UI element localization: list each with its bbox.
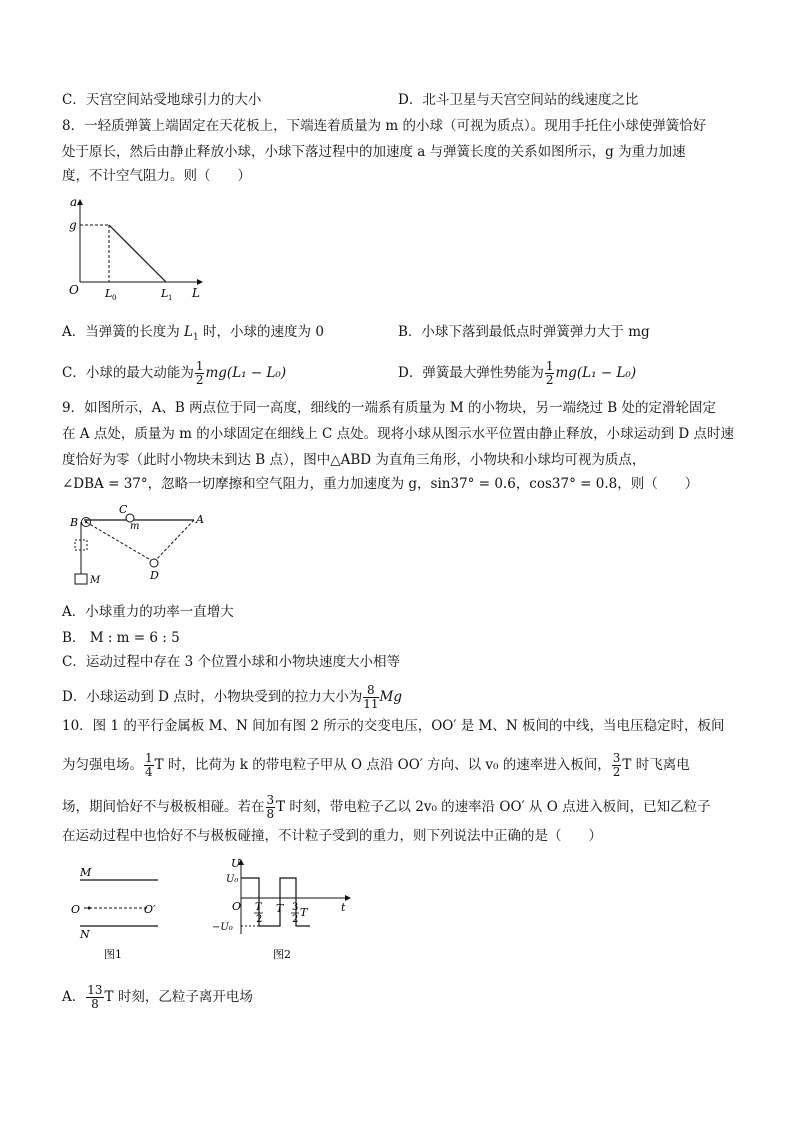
q8-option-a: A．当弹簧的长度为 $L_1$ 时，小球的速度为 0 [62, 324, 324, 343]
fig1-label-o: O [71, 903, 81, 916]
fig1-label-m: M [80, 866, 92, 879]
fig2-label-u: U [231, 857, 241, 870]
q8-acceleration-length-graph [62, 194, 212, 306]
fig-label-big-m: M [90, 575, 101, 586]
q9-option-a: A．小球重力的功率一直增大 [62, 604, 234, 620]
q9-stem-line1: 9．如图所示，A、B 两点位于同一高度，细线的一端系有质量为 M 的小物块，另一端绕过 B 处的定滑轮固定 [62, 400, 716, 416]
graph-label-l0: L [105, 287, 113, 300]
q7-option-d: D．北斗卫星与天宫空间站的线速度之比 [398, 92, 639, 108]
fig2-caption: 图2 [273, 948, 291, 961]
fig1-caption: 图1 [104, 948, 122, 961]
fig2-label-t2-num: T [255, 902, 262, 913]
q9-pulley-figure [66, 502, 216, 590]
q9-option-c: C．运动过程中存在 3 个位置小球和小物块速度大小相等 [62, 654, 401, 670]
q10-stem-line1: 10．图 1 的平行金属板 M、N 间加有图 2 所示的交变电压，OO′ 是 M、N 板间的中线，当电压稳定时，板间 [62, 718, 725, 734]
q9-option-b: B． M : m = 6 : 5 [62, 630, 180, 646]
graph-label-a: a [70, 195, 78, 209]
q8-option-c: C．小球的最大动能为 $\frac{1}{2}$ mg(L₁ − L₀) [62, 359, 287, 387]
q10-stem-line3: 场，期间恰好不与极板相碰。若在 $\frac{3}{8}$ T 时刻，带电粒子乙以 2v₀ 的速率沿 OO′ 从 O 点进入板间，已知乙粒子 [62, 793, 711, 821]
fig2-label-t2-den: 2 [256, 914, 263, 925]
q9-option-d: D．小球运动到 D 点时，小物块受到的拉力大小为 $\frac{8}{11}$ Mg [62, 683, 402, 711]
fig2-label-32-t: T [300, 906, 308, 919]
graph-label-l1: L [161, 287, 169, 300]
fig2-label-32-den: 2 [292, 914, 299, 925]
graph-label-g: g [69, 218, 77, 232]
fig-label-a: A [196, 513, 204, 526]
fig2-label-32-num: 3 [292, 902, 299, 913]
q9-stem-line2: 在 A 点处，质量为 m 的小球固定在细线上 C 点处。现将小球从图示水平位置由静止释放，小球运动到 D 点时速 [62, 426, 735, 442]
q8-stem-line3: 度，不计空气阻力。则（ ） [62, 168, 251, 184]
fig-label-b: B [70, 516, 79, 529]
fig1-label-n: N [80, 928, 90, 941]
graph-label-l1-sub: 1 [168, 294, 173, 302]
q9-stem-line4: ∠DBA = 37°，忽略一切摩擦和空气阻力，重力加速度为 g，sin37° = 0.6，cos37° = 0.8，则（ ） [62, 476, 699, 492]
fig-label-m: m [130, 521, 140, 532]
q8-option-b: B．小球下落到最低点时弹簧弹力大于 mg [398, 324, 650, 340]
q10-figure2-voltage-graph [210, 856, 360, 966]
fig2-label-neg-u0: −U₀ [212, 922, 233, 933]
graph-label-l0-sub: 0 [112, 294, 117, 302]
graph-label-origin: O [69, 283, 79, 297]
fraction-8-11: $\frac{8}{11}$ [363, 683, 379, 711]
q9-stem-line3: 度恰好为零（此时小物块未到达 B 点），图中△ABD 为直角三角形，小物块和小球均可视为质点， [62, 452, 646, 468]
fig2-label-t: T [276, 902, 284, 915]
fig2-label-u0: U₀ [226, 874, 239, 885]
fraction-half: $\frac{1}{2}$ [545, 359, 554, 387]
fraction-13-8: $\frac{13}{8}$ [87, 983, 103, 1011]
fig2-label-time: t [341, 901, 346, 914]
fraction-half: $\frac{1}{2}$ [195, 359, 204, 387]
q10-option-a: A． $\frac{13}{8}$ T 时刻，乙粒子离开电场 [62, 983, 253, 1011]
q8-option-d: D．弹簧最大弹性势能为 $\frac{1}{2}$ mg(L₁ − L₀) [398, 359, 637, 387]
fig2-label-o: O [232, 900, 242, 913]
fig-label-d: D [150, 569, 159, 582]
q8-stem-line2: 处于原长，然后由静止释放小球，小球下落过程中的加速度 a 与弹簧长度的关系如图所示，g 为重力加速 [62, 144, 686, 160]
q10-figure1-plates [66, 862, 176, 962]
graph-label-l: L [192, 286, 200, 300]
q10-stem-line2: 为匀强电场。 $\frac{1}{4}$ T 时，比荷为 k 的带电粒子甲从 O 点沿 OO′ 方向、以 v₀ 的速率进入板间， $\frac{3}{2}$ T 时飞离电 [62, 751, 690, 779]
fig1-label-oprime: O′ [144, 903, 156, 916]
fig-label-c: C [119, 503, 128, 516]
q10-stem-line4: 在运动过程中也恰好不与极板碰撞，不计粒子受到的重力，则下列说法中正确的是（ ） [62, 828, 602, 844]
q7-option-c: C．天宫空间站受地球引力的大小 [62, 92, 262, 108]
q8-stem-line1: 8．一轻质弹簧上端固定在天花板上，下端连着质量为 m 的小球（可视为质点）。现用手托住小球使弹簧恰好 [62, 118, 707, 134]
